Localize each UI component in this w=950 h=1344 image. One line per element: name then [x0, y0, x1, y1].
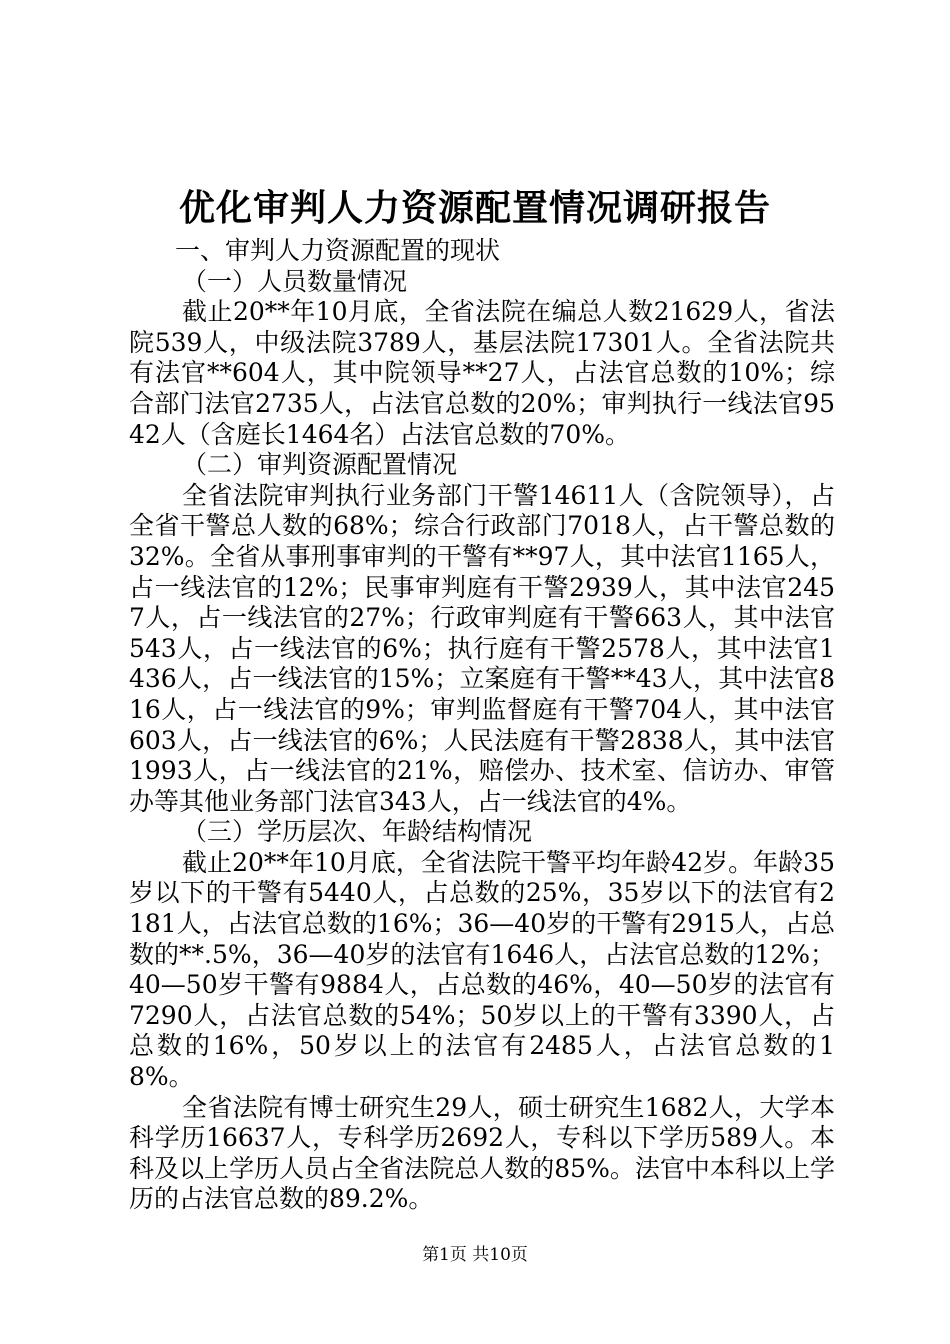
- subsection-heading: （三）学历层次、年龄结构情况: [182, 817, 533, 847]
- page-footer: 第1页 共10页: [422, 1245, 528, 1265]
- document-title: 优化审判人力资源配置情况调研报告: [178, 187, 771, 229]
- section-heading: 一、审判人力资源配置的现状: [175, 236, 501, 265]
- subsection-heading: （二）审判资源配置情况: [182, 450, 458, 480]
- paragraph: 全省法院审判执行业务部门干警14611人（含院领导），占全省干警总人数的68%；综合行政部门7018人，占干警总数的32%。全省从事刑事审判的干警有**97人，其中法官1165人，占一线法官的12%；民事审判庭有干警2939人，其中法官2457人，占一线法官的27%；行政审判庭有干警663人，其中法官543人，占一线法官的6%；执行庭有干警2578人，其中法官1436人，占一线法官的15%；立案庭有干警**43人，其中法官816人，占一线法官的9%；审判监督庭有干警704人，其中法官603人，占一线法官的6%；人民法庭有干警2838人，其中法官1993人，占一线法官的21%，赔偿办、技术室、信访办、审管办等其他业务部门法官343人，占一线法官的4%。: [129, 480, 835, 816]
- subsection-heading: （一）人员数量情况: [182, 266, 408, 296]
- document-body: [129, 236, 835, 1215]
- paragraph: 截止20**年10月底，全省法院干警平均年龄42岁。年龄35岁以下的干警有5440人，占总数的25%，35岁以下的法官有2181人，占法官总数的16%；36—40岁的干警有2915人，占总数的**.5%，36—40岁的法官有1646人，占法官总数的12%；40—50岁干警有9884人，占总数的46%，40—50岁的法官有7290人，占法官总数的54%；50岁以上的干警有3390人，占总数的16%，50岁以上的法官有2485人，占法官总数的18%。: [129, 847, 835, 1092]
- paragraph: 全省法院有博士研究生29人，硕士研究生1682人，大学本科学历16637人，专科学历2692人，专科以下学历589人。本科及以上学历人员占全省法院总人数的85%。法官中本科以上学历的占法官总数的89.2%。: [129, 1092, 835, 1214]
- paragraph: 截止20**年10月底，全省法院在编总人数21629人，省法院539人，中级法院3789人，基层法院17301人。全省法院共有法官**604人，其中院领导**27人，占法官总数的10%；综合部门法官2735人，占法官总数的20%；审判执行一线法官9542人（含庭长1464名）占法官总数的70%。: [129, 297, 835, 449]
